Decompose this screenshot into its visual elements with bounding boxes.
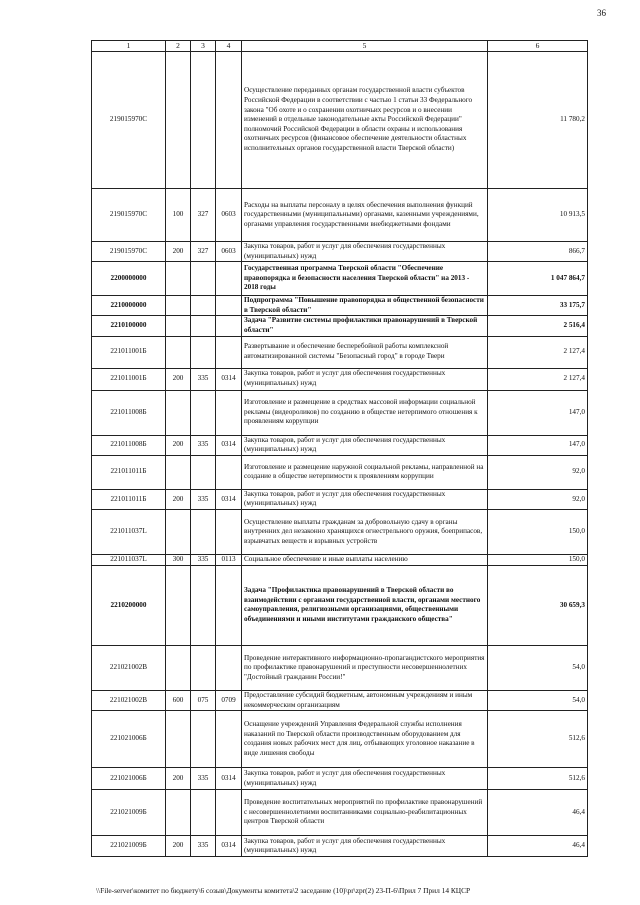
cell-col2: 200 — [166, 368, 191, 390]
cell-col4 — [216, 296, 242, 316]
cell-col3: 335 — [191, 836, 216, 857]
table-row — [92, 554, 588, 565]
cell-amount: 2 127,4 — [488, 336, 588, 368]
cell-col2 — [166, 316, 191, 336]
cell-code: 221011001Б — [92, 336, 166, 368]
cell-amount: 33 175,7 — [488, 296, 588, 316]
cell-description: Расходы на выплаты персоналу в целях обеспечения выполнения функций государственными (муниципальными) органами, казенными учреждениями, органами управления государственными внебюджетными фондами — [242, 189, 488, 242]
cell-col3 — [191, 645, 216, 690]
cell-code: 221021009Б — [92, 790, 166, 836]
cell-description: Закупка товаров, работ и услуг для обеспечения государственных (муниципальных) нужд — [242, 368, 488, 390]
table-row — [92, 645, 588, 690]
cell-amount: 512,6 — [488, 711, 588, 768]
cell-description: Проведение воспитательных мероприятий по профилактике правонарушений с несовершеннолетними воспитанниками социально-реабилитационных центров Тверской области — [242, 790, 488, 836]
cell-code: 221021002В — [92, 690, 166, 710]
cell-col4 — [216, 565, 242, 645]
cell-col3: 335 — [191, 489, 216, 509]
cell-col4 — [216, 336, 242, 368]
column-header: 3 — [191, 41, 216, 52]
column-header: 2 — [166, 41, 191, 52]
budget-table — [91, 40, 588, 857]
cell-code: 2210200000 — [92, 565, 166, 645]
cell-col2 — [166, 336, 191, 368]
cell-amount: 30 659,3 — [488, 565, 588, 645]
cell-col2 — [166, 455, 191, 489]
cell-description: Проведение интерактивного информационно-пропагандистского мероприятия по профилактике правонарушений и преступности несовершеннолетних "Достойный гражданин России!" — [242, 645, 488, 690]
cell-col3 — [191, 390, 216, 435]
cell-col4: 0709 — [216, 690, 242, 710]
table-row — [92, 768, 588, 790]
table-row — [92, 368, 588, 390]
cell-col4 — [216, 645, 242, 690]
cell-col3 — [191, 296, 216, 316]
cell-code: 2210100000 — [92, 316, 166, 336]
cell-col4: 0314 — [216, 368, 242, 390]
cell-col4 — [216, 390, 242, 435]
file-path-footer: \\File-server\комитет по бюджету\6 созыв\Документы комитета\2 заседание (10)\pr\zpr(2) 23-П-6\Прил 7 Прил 14 КЦСР — [96, 886, 471, 895]
cell-amount: 150,0 — [488, 509, 588, 554]
cell-description: Задача "Развитие системы профилактики правонарушений в Тверской области" — [242, 316, 488, 336]
column-header: 1 — [92, 41, 166, 52]
cell-code: 221011011Б — [92, 489, 166, 509]
table-row — [92, 316, 588, 336]
table-row — [92, 435, 588, 455]
cell-col3 — [191, 336, 216, 368]
cell-code: 221021009Б — [92, 836, 166, 857]
cell-amount: 2 127,4 — [488, 368, 588, 390]
cell-amount: 147,0 — [488, 435, 588, 455]
table-row — [92, 390, 588, 435]
cell-col4 — [216, 262, 242, 296]
cell-col2 — [166, 790, 191, 836]
cell-col3 — [191, 790, 216, 836]
cell-description: Закупка товаров, работ и услуг для обеспечения государственных (муниципальных) нужд — [242, 836, 488, 857]
table-row — [92, 836, 588, 857]
cell-col2 — [166, 645, 191, 690]
cell-col2: 200 — [166, 768, 191, 790]
cell-col3 — [191, 52, 216, 189]
cell-amount: 866,7 — [488, 242, 588, 262]
cell-col2 — [166, 509, 191, 554]
cell-amount: 92,0 — [488, 489, 588, 509]
cell-col3 — [191, 565, 216, 645]
cell-description: Изготовление и размещение в средствах массовой информации социальной рекламы (видеороликов) по созданию в обществе нетерпимого отношения к проявлениям коррупции — [242, 390, 488, 435]
cell-amount: 147,0 — [488, 390, 588, 435]
cell-code: 221011037L — [92, 554, 166, 565]
cell-col2: 100 — [166, 189, 191, 242]
cell-amount: 11 780,2 — [488, 52, 588, 189]
cell-code: 221021006Б — [92, 711, 166, 768]
cell-col3: 327 — [191, 242, 216, 262]
cell-col2 — [166, 390, 191, 435]
cell-amount: 92,0 — [488, 455, 588, 489]
cell-col2: 200 — [166, 435, 191, 455]
cell-description: Закупка товаров, работ и услуг для обеспечения государственных (муниципальных) нужд — [242, 435, 488, 455]
cell-code: 221021002В — [92, 645, 166, 690]
cell-col2 — [166, 296, 191, 316]
table-header-row — [92, 41, 588, 52]
cell-col2: 300 — [166, 554, 191, 565]
table-row — [92, 790, 588, 836]
cell-col4 — [216, 52, 242, 189]
cell-col3: 075 — [191, 690, 216, 710]
cell-col4 — [216, 455, 242, 489]
cell-col3 — [191, 316, 216, 336]
cell-col4: 0314 — [216, 489, 242, 509]
cell-description: Осуществление выплаты гражданам за добровольную сдачу в органы внутренних дел незаконно хранящихся огнестрельного оружия, боеприпасов, взрывчатых веществ и взрывных устройств — [242, 509, 488, 554]
cell-col2: 200 — [166, 489, 191, 509]
cell-col4: 0603 — [216, 189, 242, 242]
cell-description: Осуществление переданных органам государственной власти субъектов Российской Федерации в соответствии с частью 1 статьи 33 Федерального закона "Об охоте и о сохранении охотничьих ресурсов и о внесении изменений в отдельные законодательные акты Российской Федерации" полномочий Российской Федерации в области охраны и использования охотничьих ресурсов (финансовое обеспечение деятельности областных исполнительных органов государственной власти Тверской области) — [242, 52, 488, 189]
cell-description: Задача "Профилактика правонарушений в Тверской области во взаимодействии с органами государственной власти, органами местного самоуправления, религиозными организациями, общественными объединениями и иными институтами гражданского общества" — [242, 565, 488, 645]
table-row — [92, 565, 588, 645]
cell-col3 — [191, 711, 216, 768]
cell-col2: 600 — [166, 690, 191, 710]
cell-col2: 200 — [166, 242, 191, 262]
cell-col2 — [166, 565, 191, 645]
cell-code: 221011037L — [92, 509, 166, 554]
table-row — [92, 296, 588, 316]
table-row — [92, 336, 588, 368]
table-row — [92, 242, 588, 262]
cell-code: 221011011Б — [92, 455, 166, 489]
cell-col3 — [191, 509, 216, 554]
cell-col3: 335 — [191, 554, 216, 565]
cell-code: 219015970С — [92, 242, 166, 262]
cell-col2 — [166, 262, 191, 296]
cell-amount: 150,0 — [488, 554, 588, 565]
table-row — [92, 690, 588, 710]
cell-code: 221011008Б — [92, 435, 166, 455]
cell-amount: 46,4 — [488, 790, 588, 836]
table-row — [92, 52, 588, 189]
page-number: 36 — [597, 8, 606, 18]
cell-col3 — [191, 455, 216, 489]
table-row — [92, 189, 588, 242]
cell-description: Закупка товаров, работ и услуг для обеспечения государственных (муниципальных) нужд — [242, 242, 488, 262]
cell-col4 — [216, 790, 242, 836]
table-row — [92, 489, 588, 509]
cell-amount: 2 516,4 — [488, 316, 588, 336]
cell-code: 221021006Б — [92, 768, 166, 790]
cell-col2 — [166, 52, 191, 189]
cell-description: Предоставление субсидий бюджетным, автономным учреждениям и иным некоммерческим организациям — [242, 690, 488, 710]
cell-col4 — [216, 316, 242, 336]
cell-amount: 54,0 — [488, 690, 588, 710]
cell-description: Изготовление и размещение наружной социальной рекламы, направленной на создание в обществе нетерпимости к проявлениям коррупции — [242, 455, 488, 489]
cell-col3: 335 — [191, 435, 216, 455]
cell-description: Закупка товаров, работ и услуг для обеспечения государственных (муниципальных) нужд — [242, 768, 488, 790]
cell-col2 — [166, 711, 191, 768]
cell-code: 221011001Б — [92, 368, 166, 390]
column-header: 5 — [242, 41, 488, 52]
cell-col4: 0314 — [216, 435, 242, 455]
cell-code: 2210000000 — [92, 296, 166, 316]
cell-col4 — [216, 509, 242, 554]
cell-amount: 1 047 864,7 — [488, 262, 588, 296]
cell-col4: 0603 — [216, 242, 242, 262]
cell-amount: 46,4 — [488, 836, 588, 857]
cell-code: 219015970С — [92, 52, 166, 189]
cell-col3: 335 — [191, 368, 216, 390]
cell-col3: 335 — [191, 768, 216, 790]
table-row — [92, 509, 588, 554]
cell-amount: 10 913,5 — [488, 189, 588, 242]
cell-col2: 200 — [166, 836, 191, 857]
column-header: 6 — [488, 41, 588, 52]
cell-col4: 0314 — [216, 768, 242, 790]
cell-col3: 327 — [191, 189, 216, 242]
cell-amount: 512,6 — [488, 768, 588, 790]
cell-col3 — [191, 262, 216, 296]
cell-col4: 0113 — [216, 554, 242, 565]
table-row — [92, 455, 588, 489]
column-header: 4 — [216, 41, 242, 52]
cell-amount: 54,0 — [488, 645, 588, 690]
cell-description: Развертывание и обеспечение бесперебойной работы комплексной автоматизированной системы "Безопасный город" в городе Твери — [242, 336, 488, 368]
cell-description: Закупка товаров, работ и услуг для обеспечения государственных (муниципальных) нужд — [242, 489, 488, 509]
table-row — [92, 262, 588, 296]
table-row — [92, 711, 588, 768]
cell-description: Государственная программа Тверской области "Обеспечение правопорядка и безопасности населения Тверской области" на 2013 - 2018 годы — [242, 262, 488, 296]
cell-description: Социальное обеспечение и иные выплаты населению — [242, 554, 488, 565]
cell-code: 2200000000 — [92, 262, 166, 296]
cell-code: 219015970С — [92, 189, 166, 242]
cell-col4: 0314 — [216, 836, 242, 857]
cell-col4 — [216, 711, 242, 768]
cell-description: Оснащение учреждений Управления Федеральной службы исполнения наказаний по Тверской области производственным оборудованием для создания новых рабочих мест для лиц, отбывающих уголовное наказание в виде лишения свободы — [242, 711, 488, 768]
cell-description: Подпрограмма "Повышение правопорядка и общественной безопасности в Тверской области" — [242, 296, 488, 316]
cell-code: 221011008Б — [92, 390, 166, 435]
